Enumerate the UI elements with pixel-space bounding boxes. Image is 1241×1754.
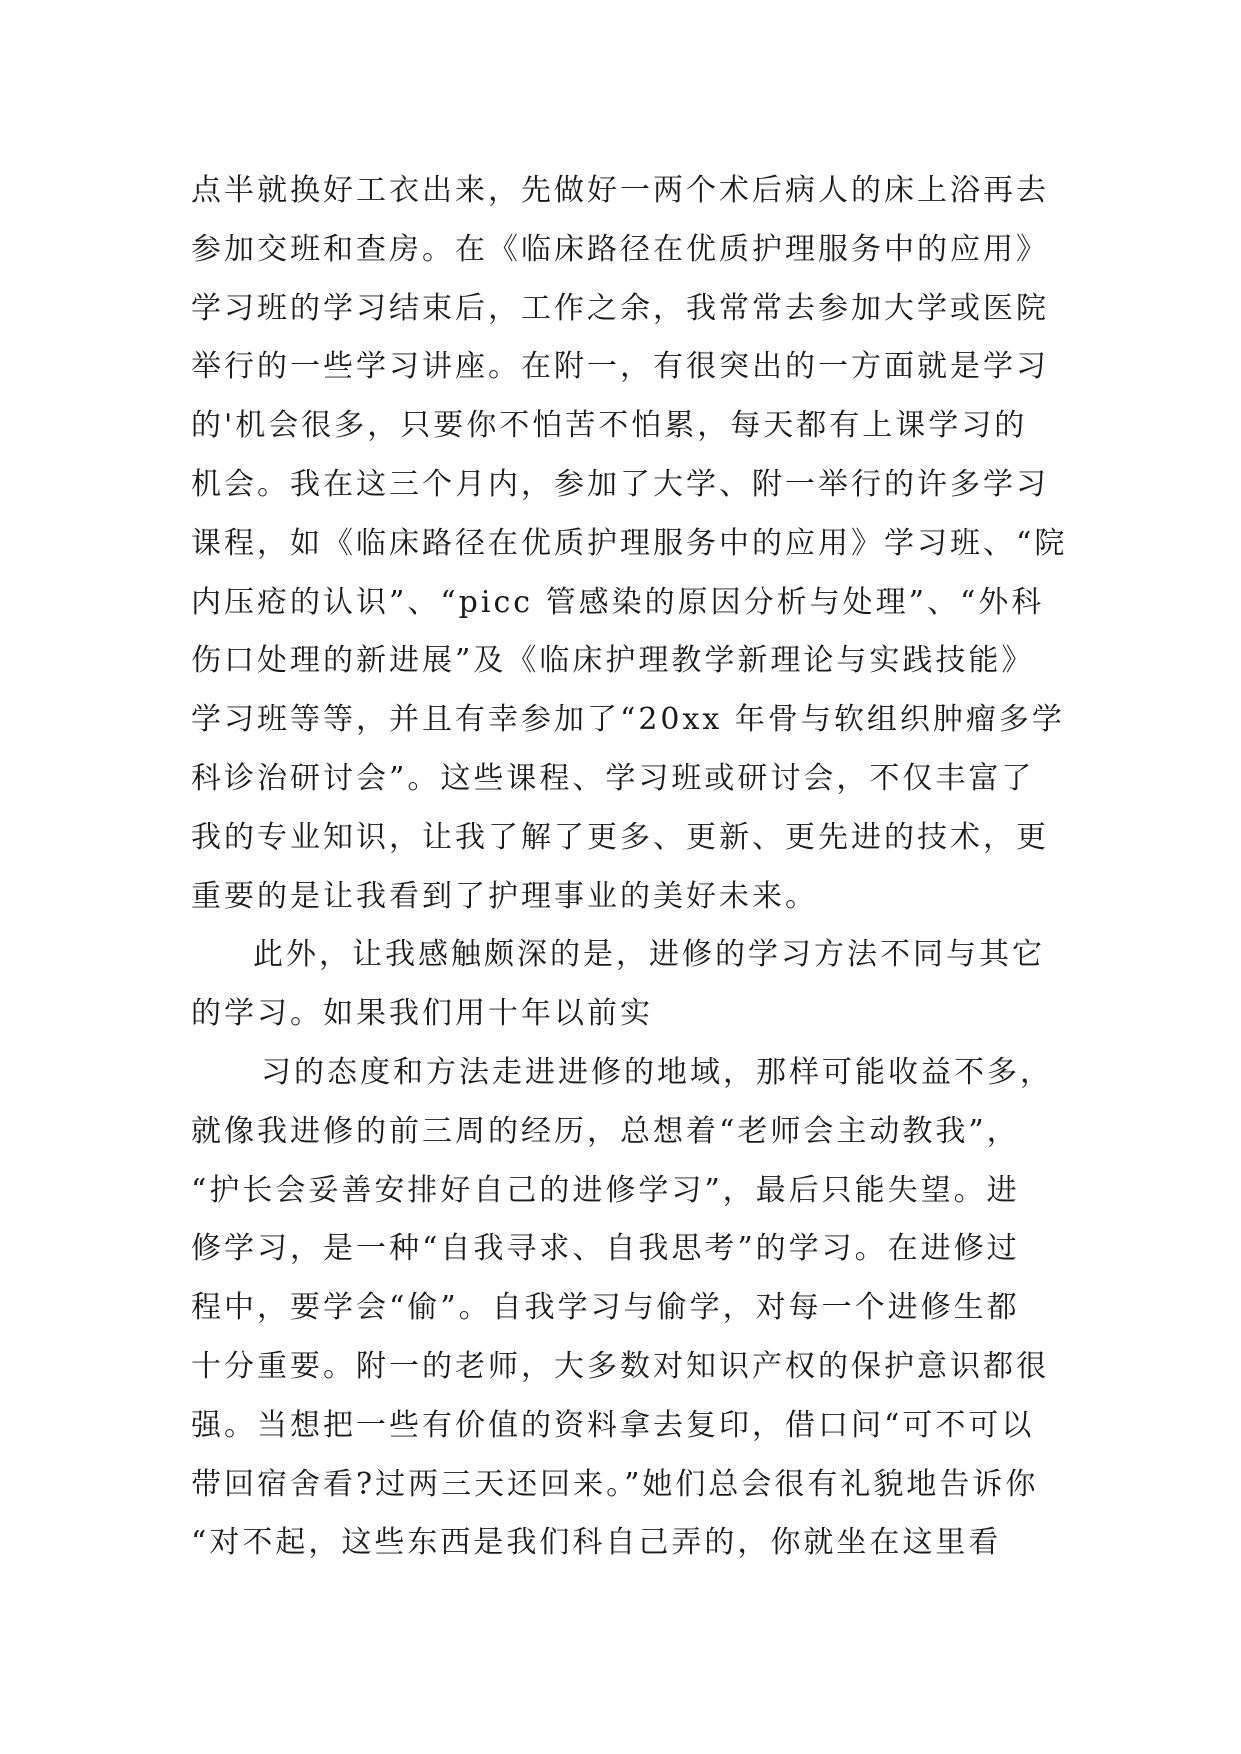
text-line: 强。当想把一些有价值的资料拿去复印，借口问“可不可以 bbox=[191, 1407, 1035, 1443]
paragraph-start-line: 习的态度和方法走进进修的地域，那样可能收益不多， bbox=[261, 1054, 1053, 1090]
text-line: 的学习。如果我们用十年以前实 bbox=[191, 996, 653, 1032]
text-line: 内压疮的认识”、“picc 管感染的原因分析与处理”、“外科 bbox=[191, 584, 1045, 620]
text-line: 学习班等等，并且有幸参加了“20xx 年骨与软组织肿瘤多学 bbox=[191, 702, 1065, 738]
text-line: 我的专业知识，让我了解了更多、更新、更先进的技术，更 bbox=[191, 819, 1049, 855]
text-line: 点半就换好工衣出来，先做好一两个术后病人的床上浴再去 bbox=[191, 173, 1049, 208]
paragraph-start-line: 此外，让我感触颇深的是，进修的学习方法不同与其它 bbox=[253, 937, 1045, 973]
text-line: 的'机会很多，只要你不怕苦不怕累，每天都有上课学习的 bbox=[191, 408, 1028, 444]
text-line: 学习班的学习结束后，工作之余，我常常去参加大学或医院 bbox=[191, 290, 1049, 326]
text-line: 重要的是让我看到了护理事业的美好未来。 bbox=[191, 878, 818, 914]
text-line: 修学习，是一种“自我寻求、自我思考”的学习。在进修过 bbox=[191, 1231, 1020, 1267]
body-text bbox=[191, 162, 1071, 1573]
text-line: 科诊治研讨会”。这些课程、学习班或研讨会，不仅丰富了 bbox=[191, 760, 1035, 796]
text-line: “护长会妥善安排好自己的进修学习”，最后只能失望。进 bbox=[191, 1172, 1020, 1208]
text-line: “对不起，这些东西是我们科自己弄的，你就坐在这里看 bbox=[191, 1525, 1002, 1561]
text-line: 举行的一些学习讲座。在附一，有很突出的一方面就是学习 bbox=[191, 349, 1049, 385]
text-line: 课程，如《临床路径在优质护理服务中的应用》学习班、“院 bbox=[191, 525, 1068, 561]
text-line: 十分重要。附一的老师，大多数对知识产权的保护意识都很 bbox=[191, 1348, 1049, 1384]
text-line: 带回宿舍看?过两三天还回来。”她们总会很有礼貌地告诉你 bbox=[191, 1466, 1039, 1502]
text-line: 就像我进修的前三周的经历，总想着“老师会主动教我”， bbox=[191, 1113, 1020, 1149]
text-line: 伤口处理的新进展”及《临床护理教学新理论与实践技能》 bbox=[191, 643, 1035, 679]
text-line: 程中，要学会“偷”。自我学习与偷学，对每一个进修生都 bbox=[191, 1290, 1020, 1326]
text-line: 参加交班和查房。在《临床路径在优质护理服务中的应用》 bbox=[191, 231, 1049, 267]
text-line: 机会。我在这三个月内，参加了大学、附一举行的许多学习 bbox=[191, 466, 1049, 502]
